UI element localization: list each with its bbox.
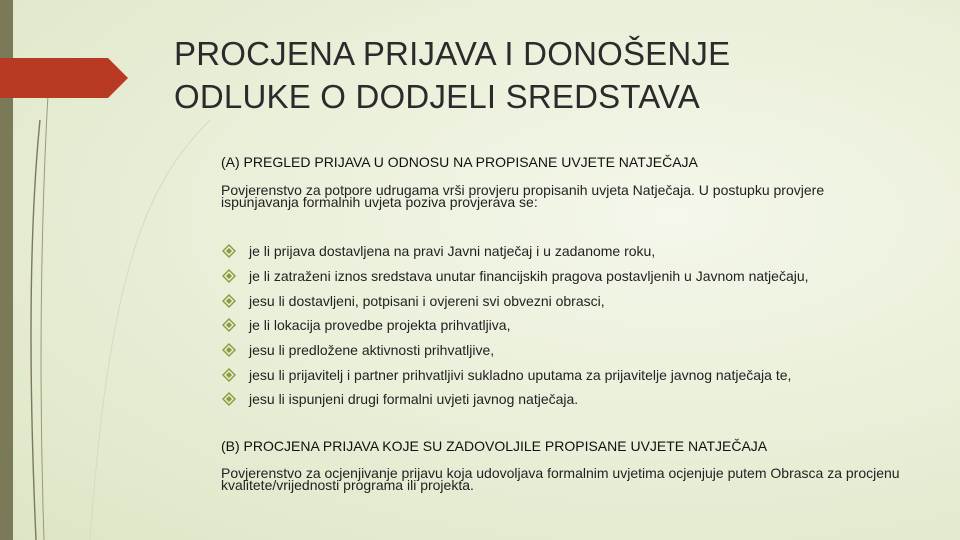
list-item-text: jesu li prijavitelj i partner prihvatljivi sukladno uputama za prijavitelje javnog natječaja te, xyxy=(249,367,792,383)
diamond-bullet-icon xyxy=(221,243,237,259)
title-line-2: ODLUKE O DODJELI SREDSTAVA xyxy=(174,78,700,115)
list-item-text: jesu li ispunjeni drugi formalni uvjeti javnog natječaja. xyxy=(249,391,579,407)
diamond-bullet-icon xyxy=(221,317,237,333)
diamond-bullet-icon xyxy=(221,293,237,309)
list-item xyxy=(221,293,605,309)
list-item xyxy=(221,391,578,407)
list-item-text: je li prijava dostavljena na pravi Javni natječaj i u zadanome roku, xyxy=(249,243,656,259)
section-b-paragraph: Povjerenstvo za ocjenjivanje prijavu koja udovoljava formalnim uvjetima ocjenjuje putem Obrasca za procjenu kvalitete/vrijednosti programa ili projekta. xyxy=(221,465,900,493)
diamond-bullet-icon xyxy=(221,391,237,407)
section-b-heading: (B) PROCJENA PRIJAVA KOJE SU ZADOVOLJILE PROPISANE UVJETE NATJEČAJA xyxy=(221,438,768,454)
list-item-text: jesu li dostavljeni, potpisani i ovjereni svi obvezni obrasci, xyxy=(249,293,605,309)
diamond-bullet-icon xyxy=(221,367,237,383)
list-item-text: je li zatraženi iznos sredstava unutar financijskih pragova postavljenih u Javnom natječaju, xyxy=(249,268,809,284)
list-item xyxy=(221,317,510,333)
list-item xyxy=(221,342,494,358)
title-line-1: PROCJENA PRIJAVA I DONOŠENJE xyxy=(174,35,731,72)
diamond-bullet-icon xyxy=(221,342,237,358)
section-a-paragraph: Povjerenstvo za potpore udrugama vrši provjeru propisanih uvjeta Natječaja. U postupku provjere ispunjavanja formalnih uvjeta poziva provjerava se: xyxy=(221,182,825,210)
list-item xyxy=(221,268,809,284)
list-item-text: jesu li predložene aktivnosti prihvatljive, xyxy=(249,342,495,358)
red-arrow-tab xyxy=(0,58,128,98)
diamond-bullet-icon xyxy=(221,268,237,284)
list-item-text: je li lokacija provedbe projekta prihvatljiva, xyxy=(249,317,511,333)
section-a-heading: (A) PREGLED PRIJAVA U ODNOSU NA PROPISANE UVJETE NATJEČAJA xyxy=(221,154,698,170)
list-item xyxy=(221,367,791,383)
slide-title xyxy=(174,32,914,118)
list-item xyxy=(221,243,655,259)
